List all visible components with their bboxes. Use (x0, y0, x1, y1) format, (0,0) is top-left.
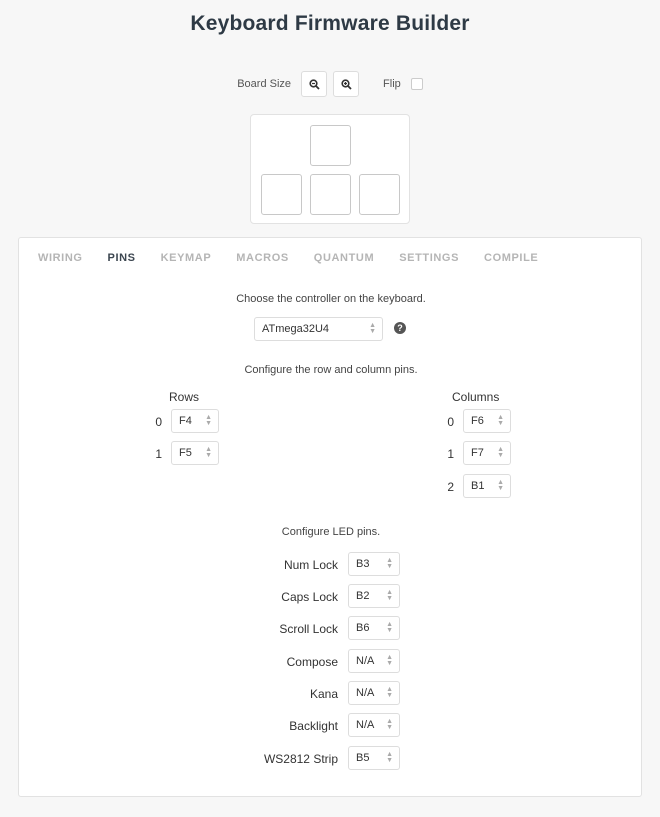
select-arrows-icon: ▲ ▼ (386, 718, 393, 731)
tab-compile[interactable]: COMPILE (484, 252, 539, 264)
led-label-ws2812-strip: WS2812 Strip (263, 752, 338, 766)
select-arrows-icon: ▲ ▼ (497, 479, 504, 492)
tab-pins[interactable]: PINS (107, 252, 136, 264)
led-label-backlight: Backlight (289, 719, 338, 733)
columns-heading: Columns (452, 390, 500, 404)
zoom-in-icon (341, 79, 352, 90)
zoom-out-button[interactable] (301, 71, 327, 97)
led-pin-value: N/A (356, 687, 375, 699)
controller-value: ATmega32U4 (262, 323, 330, 335)
row-pin-value: F5 (179, 447, 192, 459)
column-index: 0 (447, 415, 454, 429)
select-arrows-icon: ▲ ▼ (497, 414, 504, 427)
select-arrows-icon: ▲ ▼ (386, 751, 393, 764)
led-label-num-lock: Num Lock (283, 558, 338, 572)
row-index: 0 (155, 415, 162, 429)
led-pin-select-ws2812-strip[interactable] (348, 746, 400, 770)
settings-panel (18, 237, 642, 797)
led-pin-value: B5 (356, 752, 370, 764)
tab-bar (38, 252, 563, 264)
led-pin-value: B6 (356, 622, 370, 634)
led-pin-select-num-lock[interactable] (348, 552, 400, 576)
row-pin-select[interactable] (171, 441, 219, 465)
rows-heading: Rows (169, 390, 200, 404)
column-index: 1 (447, 447, 454, 461)
led-label-compose: Compose (286, 655, 338, 669)
column-pin-select[interactable] (463, 474, 511, 498)
tab-quantum[interactable]: QUANTUM (313, 252, 375, 264)
key[interactable] (310, 174, 351, 215)
select-arrows-icon: ▲ ▼ (205, 414, 212, 427)
key[interactable] (310, 125, 351, 166)
select-arrows-icon: ▲ ▼ (386, 621, 393, 634)
column-pin-value: F7 (471, 447, 484, 459)
page-title: Keyboard Firmware Builder (190, 12, 470, 35)
led-pin-select-scroll-lock[interactable] (348, 616, 400, 640)
row-pin-value: F4 (179, 415, 192, 427)
column-index: 2 (447, 480, 454, 494)
select-arrows-icon: ▲ ▼ (386, 686, 393, 699)
tab-wiring[interactable]: WIRING (38, 252, 83, 264)
controller-select[interactable] (254, 317, 383, 341)
matrix-prompt: Configure the row and column pins. (244, 364, 418, 376)
led-pin-select-compose[interactable] (348, 649, 400, 673)
select-arrows-icon: ▲ ▼ (386, 654, 393, 667)
led-label-scroll-lock: Scroll Lock (279, 622, 338, 636)
column-pin-value: F6 (471, 415, 484, 427)
zoom-out-icon (309, 79, 320, 90)
led-pin-select-backlight[interactable] (348, 713, 400, 737)
led-pin-value: B2 (356, 590, 370, 602)
tab-keymap[interactable]: KEYMAP (160, 252, 212, 264)
led-pin-select-caps-lock[interactable] (348, 584, 400, 608)
led-pin-value: B3 (356, 558, 370, 570)
tab-settings[interactable]: SETTINGS (399, 252, 460, 264)
led-prompt: Configure LED pins. (281, 526, 381, 538)
select-arrows-icon: ▲ ▼ (205, 446, 212, 459)
select-arrows-icon: ▲ ▼ (497, 446, 504, 459)
led-label-kana: Kana (309, 687, 338, 701)
help-icon[interactable]: ? (394, 322, 406, 334)
board-size-label: Board Size (237, 78, 292, 90)
row-index: 1 (155, 447, 162, 461)
select-arrows-icon: ▲ ▼ (386, 557, 393, 570)
key[interactable] (359, 174, 400, 215)
column-pin-value: B1 (471, 480, 485, 492)
led-label-caps-lock: Caps Lock (281, 590, 338, 604)
row-pin-select[interactable] (171, 409, 219, 433)
zoom-in-button[interactable] (333, 71, 359, 97)
led-pin-value: N/A (356, 719, 375, 731)
select-arrows-icon: ▲ ▼ (369, 322, 376, 335)
flip-checkbox[interactable] (411, 78, 423, 90)
led-pin-value: N/A (356, 655, 375, 667)
led-pin-select-kana[interactable] (348, 681, 400, 705)
keyboard-preview (250, 114, 410, 224)
select-arrows-icon: ▲ ▼ (386, 589, 393, 602)
flip-label: Flip (383, 78, 401, 90)
tab-macros[interactable]: MACROS (236, 252, 289, 264)
column-pin-select[interactable] (463, 441, 511, 465)
key[interactable] (261, 174, 302, 215)
controller-prompt: Choose the controller on the keyboard. (236, 293, 426, 305)
column-pin-select[interactable] (463, 409, 511, 433)
board-toolbar (0, 71, 660, 97)
